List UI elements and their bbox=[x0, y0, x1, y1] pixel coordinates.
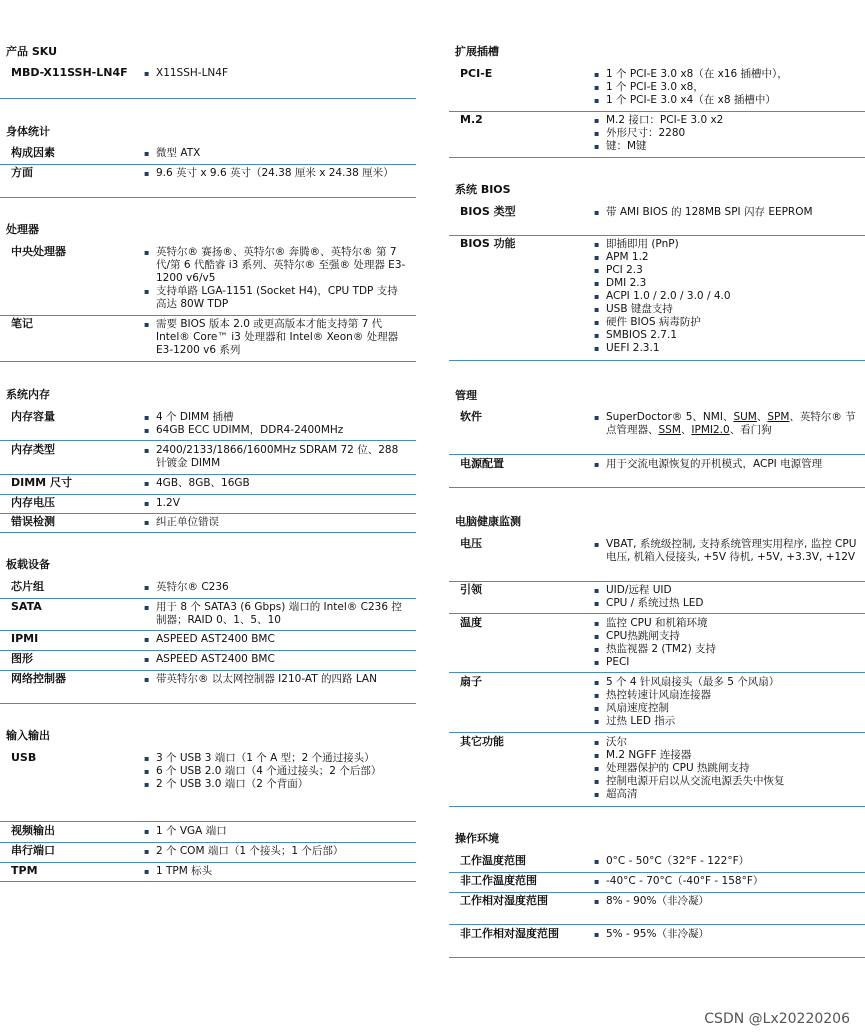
spec-row-sata bbox=[0, 600, 416, 631]
spec-value: ▪ 0°C - 50°C（32°F - 122°F） bbox=[594, 855, 857, 868]
spec-label: 非工作相对湿度范围 bbox=[460, 927, 559, 940]
spec-value: ▪ ACPI 1.0 / 2.0 / 3.0 / 4.0 bbox=[594, 290, 857, 303]
spec-value: ▪ SMBIOS 2.7.1 bbox=[594, 329, 857, 342]
separator-text: 、 bbox=[680, 424, 692, 436]
section-title-expansion: 扩展插槽 bbox=[455, 45, 499, 58]
spec-label: 笔记 bbox=[11, 317, 33, 330]
spec-row-video bbox=[0, 824, 416, 843]
spec-row-bios-type bbox=[449, 205, 865, 236]
section-title-io: 输入输出 bbox=[6, 729, 50, 742]
spec-value: ▪ 键：M键 bbox=[594, 140, 857, 153]
spec-value: ▪ APM 1.2 bbox=[594, 251, 857, 264]
spec-value: ▪ 风扇速度控制 bbox=[594, 702, 857, 715]
section-title-management: 管理 bbox=[455, 389, 477, 402]
spec-label: 扇子 bbox=[460, 675, 482, 688]
spec-row-mem-voltage bbox=[0, 496, 416, 514]
spec-row-usb bbox=[0, 751, 416, 822]
software-text: SuperDoctor® 5、NMI、 bbox=[606, 411, 734, 423]
spec-row-network bbox=[0, 672, 416, 704]
spec-label: 串行端口 bbox=[11, 844, 55, 857]
spec-value: ▪ 微型 ATX bbox=[144, 147, 408, 160]
spec-row-bios-features bbox=[449, 237, 865, 361]
spec-value: ▪ 1 个 PCI-E 3.0 x8， bbox=[594, 81, 857, 94]
spec-label: SATA bbox=[11, 600, 42, 613]
spec-label: 非工作温度范围 bbox=[460, 874, 537, 887]
spec-label: TPM bbox=[11, 864, 38, 877]
spec-label: 中央处理器 bbox=[11, 245, 66, 258]
spec-value: ▪ 监控 CPU 和机箱环境 bbox=[594, 617, 857, 630]
spec-label: 电压 bbox=[460, 537, 482, 550]
section-title-memory: 系统内存 bbox=[6, 388, 50, 401]
spec-value: ▪ USB 键盘支持 bbox=[594, 303, 857, 316]
spec-value: ▪ 6 个 USB 2.0 端口（4 个通过接头；2 个后部） bbox=[144, 765, 408, 778]
spec-label: DIMM 尺寸 bbox=[11, 476, 72, 489]
spec-label: 网络控制器 bbox=[11, 672, 66, 685]
spec-value: ▪ 2 个 COM 端口（1 个接头；1 个后部） bbox=[144, 845, 408, 858]
spec-row-nonop-humidity bbox=[449, 927, 865, 958]
spec-label: 引领 bbox=[460, 583, 482, 596]
spec-value: ▪ X11SSH-LN4F bbox=[144, 67, 408, 80]
spec-row-graphics bbox=[0, 652, 416, 671]
spec-value: ▪ 沃尔 bbox=[594, 736, 857, 749]
spec-label: 内存类型 bbox=[11, 443, 55, 456]
spec-value: ▪ 1 个 VGA 端口 bbox=[144, 825, 408, 838]
spec-value: ▪ 3 个 USB 3 端口（1 个 A 型；2 个通过接头） bbox=[144, 752, 408, 765]
spec-row-sku bbox=[0, 66, 416, 99]
spec-value: ▪ 英特尔® C236 bbox=[144, 581, 408, 594]
spec-value: ▪ UID/远程 UID bbox=[594, 584, 857, 597]
separator-text: 、 bbox=[756, 411, 768, 423]
spec-row-tpm bbox=[0, 864, 416, 882]
spec-label: M.2 bbox=[460, 113, 483, 126]
spec-row-power-config bbox=[449, 457, 865, 488]
spec-value: ▪ 带英特尔® 以太网控制器 I210-AT 的四路 LAN bbox=[144, 673, 408, 686]
spec-value: ▪ M.2 接口：PCI-E 3.0 x2 bbox=[594, 114, 857, 127]
spec-label: PCI-E bbox=[460, 67, 493, 80]
spec-value: ▪ 硬件 BIOS 病毒防护 bbox=[594, 316, 857, 329]
spec-label: 图形 bbox=[11, 652, 33, 665]
spec-label: 视频输出 bbox=[11, 824, 55, 837]
spec-row-notes bbox=[0, 317, 416, 362]
spec-value: ▪ 1 个 PCI-E 3.0 x8（在 x16 插槽中）， bbox=[594, 68, 857, 81]
spec-row-other bbox=[449, 735, 865, 807]
spec-label: 温度 bbox=[460, 616, 482, 629]
spec-row-serial bbox=[0, 844, 416, 863]
spec-value: ▪ 4GB、8GB、16GB bbox=[144, 477, 408, 490]
spec-value: ▪ 需要 BIOS 版本 2.0 或更高版本才能支持第 7 代 Intel® Core™ i3 处理器和 Intel® Xeon® 处理器 E3-1200 v6 系列 bbox=[144, 318, 408, 357]
software-text: 、英特尔® 节点管理器、 bbox=[606, 411, 856, 436]
spec-row-temperature bbox=[449, 616, 865, 673]
spec-value: ▪ 支持单路 LGA-1151 (Socket H4)，CPU TDP 支持高达 80W TDP bbox=[144, 285, 408, 311]
spec-value bbox=[594, 411, 857, 437]
spec-row-mem-type bbox=[0, 443, 416, 475]
spec-label: 内存容量 bbox=[11, 410, 55, 423]
spec-label: 构成因素 bbox=[11, 146, 55, 159]
spec-label: 软件 bbox=[460, 410, 482, 423]
spec-row-dimm-size bbox=[0, 476, 416, 495]
section-title-processor: 处理器 bbox=[6, 223, 39, 236]
spec-value: ▪ 64GB ECC UDIMM，DDR4-2400MHz bbox=[144, 424, 408, 437]
section-title-onboard: 板载设备 bbox=[6, 558, 50, 571]
spec-value: ▪ ASPEED AST2400 BMC bbox=[144, 653, 408, 666]
section-title-environment: 操作环境 bbox=[455, 832, 499, 845]
spec-label: 错误检测 bbox=[11, 515, 55, 528]
spec-row-led bbox=[449, 583, 865, 614]
spec-value: ▪ 8% - 90%（非冷凝） bbox=[594, 895, 857, 908]
spec-value: ▪ 4 个 DIMM 插槽 bbox=[144, 411, 408, 424]
spec-row-nonop-temp bbox=[449, 874, 865, 893]
spec-label: MBD-X11SSH-LN4F bbox=[11, 66, 128, 79]
spec-value: ▪ 控制电源开启以从交流电源丢失中恢复 bbox=[594, 775, 857, 788]
spec-value: ▪ DMI 2.3 bbox=[594, 277, 857, 290]
spec-value: ▪ 1 个 PCI-E 3.0 x4（在 x8 插槽中） bbox=[594, 94, 857, 107]
spec-row-voltage bbox=[449, 537, 865, 582]
spec-value: ▪ 带 AMI BIOS 的 128MB SPI 闪存 EEPROM bbox=[594, 206, 857, 219]
spec-value: ▪ 5 个 4 针风扇接头（最多 5 个风扇） bbox=[594, 676, 857, 689]
spec-value: ▪ CPU热跳闸支持 bbox=[594, 630, 857, 643]
spec-value: ▪ 纠正单位错误 bbox=[144, 516, 408, 529]
watermark: CSDN @Lx20220206 bbox=[704, 1011, 850, 1027]
spm-link[interactable]: SPM bbox=[767, 411, 790, 423]
spec-label: 电源配置 bbox=[460, 457, 504, 470]
spec-value: ▪ 热控转速计风扇连接器 bbox=[594, 689, 857, 702]
section-title-sku: 产品 SKU bbox=[6, 45, 58, 58]
software-text: 、看门狗 bbox=[729, 424, 772, 436]
spec-value: ▪ 1 TPM 标头 bbox=[144, 865, 408, 878]
spec-value: ▪ 1.2V bbox=[144, 497, 408, 510]
ssm-link[interactable]: SSM bbox=[658, 424, 681, 436]
spec-row-error-detect bbox=[0, 515, 416, 533]
spec-label: 工作相对湿度范围 bbox=[460, 894, 548, 907]
spec-value: ▪ CPU / 系统过热 LED bbox=[594, 597, 857, 610]
spec-value: ▪ ASPEED AST2400 BMC bbox=[144, 633, 408, 646]
spec-label: 工作温度范围 bbox=[460, 854, 526, 867]
spec-value: ▪ VBAT, 系统级控制, 支持系统管理实用程序, 监控 CPU 电压, 机箱入侵接头, +5V 待机, +5V, +3.3V, +12V bbox=[594, 538, 857, 564]
spec-value: ▪ 即插即用 (PnP) bbox=[594, 238, 857, 251]
spec-label: IPMI bbox=[11, 632, 39, 645]
spec-row-cpu bbox=[0, 245, 416, 316]
spec-row-ipmi bbox=[0, 632, 416, 651]
spec-value: ▪ 处理器保护的 CPU 热跳闸支持 bbox=[594, 762, 857, 775]
spec-row-m2 bbox=[449, 113, 865, 158]
spec-row-op-temp bbox=[449, 854, 865, 873]
spec-value: ▪ 用于交流电源恢复的开机模式，ACPI 电源管理 bbox=[594, 458, 857, 471]
spec-value: ▪ 英特尔® 赛扬®、英特尔® 奔腾®、英特尔® 第 7 代/第 6 代酷睿 i3 系列、英特尔® 至强® 处理器 E3-1200 v6/v5 bbox=[144, 246, 408, 285]
spec-value: ▪ 热监视器 2 (TM2) 支持 bbox=[594, 643, 857, 656]
spec-value: ▪ 5% - 95%（非冷凝） bbox=[594, 928, 857, 941]
spec-value: ▪ 超高清 bbox=[594, 788, 857, 801]
spec-label: USB bbox=[11, 751, 37, 764]
spec-value: ▪ 2400/2133/1866/1600MHz SDRAM 72 位、288 针镀金 DIMM bbox=[144, 444, 408, 470]
spec-value: ▪ UEFI 2.3.1 bbox=[594, 342, 857, 355]
spec-row-pcie bbox=[449, 67, 865, 112]
spec-row-op-humidity bbox=[449, 894, 865, 925]
spec-value: ▪ PECI bbox=[594, 656, 857, 669]
spec-label: BIOS 功能 bbox=[460, 237, 516, 250]
section-title-health: 电脑健康监测 bbox=[455, 515, 521, 528]
spec-label: 芯片组 bbox=[11, 580, 44, 593]
spec-row-chipset bbox=[0, 580, 416, 599]
spec-label: 内存电压 bbox=[11, 496, 55, 509]
spec-value: ▪ PCI 2.3 bbox=[594, 264, 857, 277]
section-title-bios: 系统 BIOS bbox=[455, 183, 511, 196]
section-title-physical: 身体统计 bbox=[6, 125, 50, 138]
spec-row-mem-capacity bbox=[0, 410, 416, 441]
spec-row-form-factor bbox=[0, 146, 416, 165]
spec-row-fan bbox=[449, 675, 865, 733]
spec-value: ▪ 2 个 USB 3.0 端口（2 个背面） bbox=[144, 778, 408, 791]
ipmi-link[interactable]: IPMI2.0 bbox=[691, 424, 730, 436]
spec-row-dimensions bbox=[0, 166, 416, 198]
spec-row-software bbox=[449, 410, 865, 455]
spec-value: ▪ 过热 LED 指示 bbox=[594, 715, 857, 728]
spec-label: 方面 bbox=[11, 166, 33, 179]
spec-value: ▪ 外形尺寸：2280 bbox=[594, 127, 857, 140]
spec-value: ▪ 9.6 英寸 x 9.6 英寸（24.38 厘米 x 24.38 厘米） bbox=[144, 167, 408, 180]
spec-value: ▪ 用于 8 个 SATA3 (6 Gbps) 端口的 Intel® C236 控制器；RAID 0、1、5、10 bbox=[144, 601, 408, 627]
spec-value: ▪ M.2 NGFF 连接器 bbox=[594, 749, 857, 762]
spec-label: 其它功能 bbox=[460, 735, 504, 748]
spec-label: BIOS 类型 bbox=[460, 205, 516, 218]
spec-value: ▪ -40°C - 70°C（-40°F - 158°F） bbox=[594, 875, 857, 888]
sum-link[interactable]: SUM bbox=[733, 411, 757, 423]
